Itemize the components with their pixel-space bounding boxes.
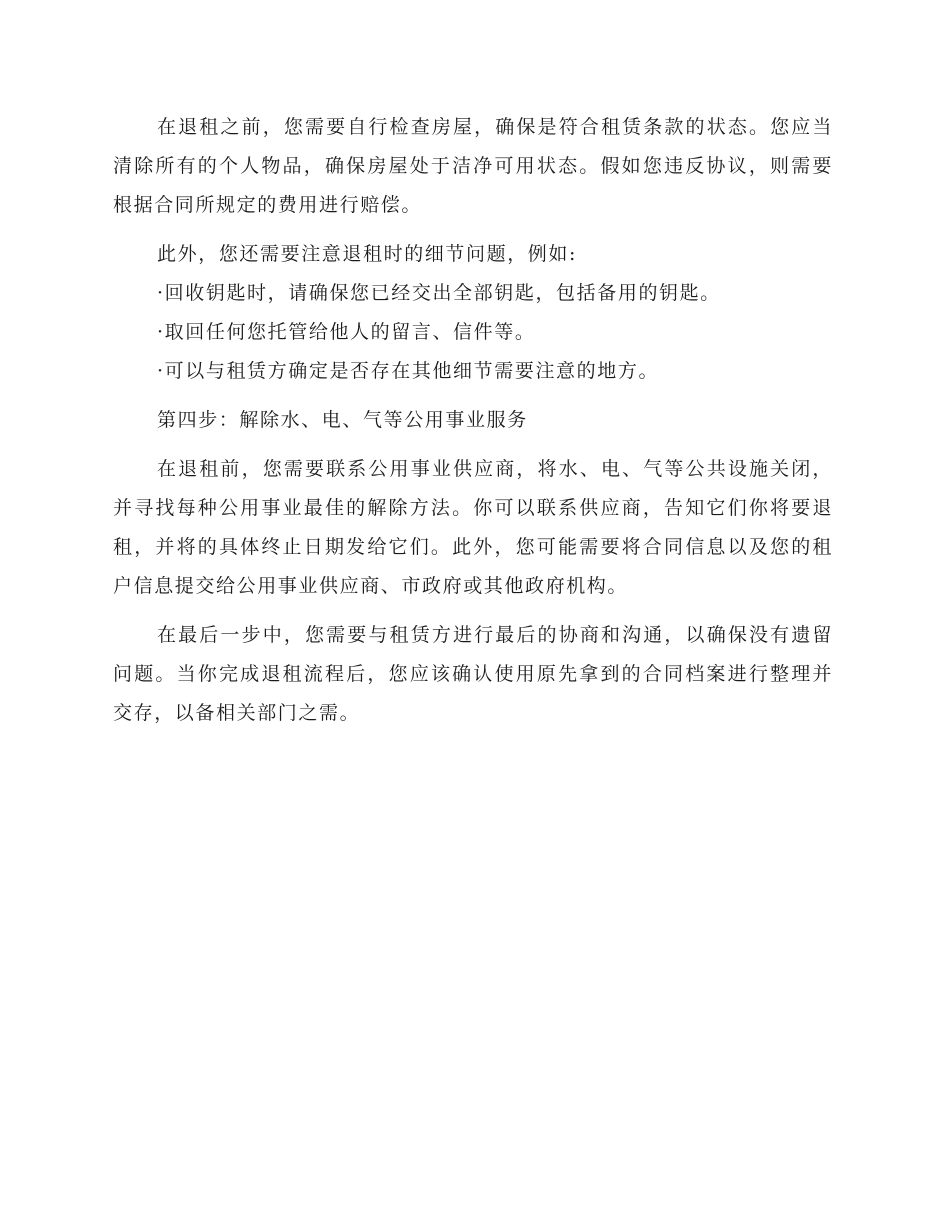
list-item-keys: ·回收钥匙时，请确保您已经交出全部钥匙，包括备用的钥匙。 — [157, 282, 721, 304]
list-item-other-details: ·可以与租赁方确定是否存在其他细节需要注意的地方。 — [157, 360, 660, 382]
paragraph-details-intro: 此外，您还需要注意退租时的细节问题，例如: — [157, 243, 578, 265]
paragraph-final-step: 在最后一步中，您需要与租赁方进行最后的协商和沟通，以确保没有遗留问题。当你完成退租流程后，您应该确认使用原先拿到的合同档案进行整理并交存，以备相关部门之需。 — [113, 624, 833, 724]
list-item-messages: ·取回任何您托管给他人的留言、信件等。 — [157, 321, 536, 343]
section-heading: 第四步：解除水、电、气等公用事业服务 — [157, 409, 528, 431]
paragraph-inspection: 在退租之前，您需要自行检查房屋，确保是符合租赁条款的状态。您应当清除所有的个人物品，确保房屋处于洁净可用状态。假如您违反协议，则需要根据合同所规定的费用进行赔偿。 — [113, 116, 833, 216]
document-body — [113, 108, 833, 733]
paragraph-utilities: 在退租前，您需要联系公用事业供应商，将水、电、气等公共设施关闭，并寻找每种公用事业最佳的解除方法。你可以联系供应商，告知它们你将要退租，并将的具体终止日期发给它们。此外，您可能需要将合同信息以及您的租户信息提交给公用事业供应商、市政府或其他政府机构。 — [113, 458, 833, 597]
